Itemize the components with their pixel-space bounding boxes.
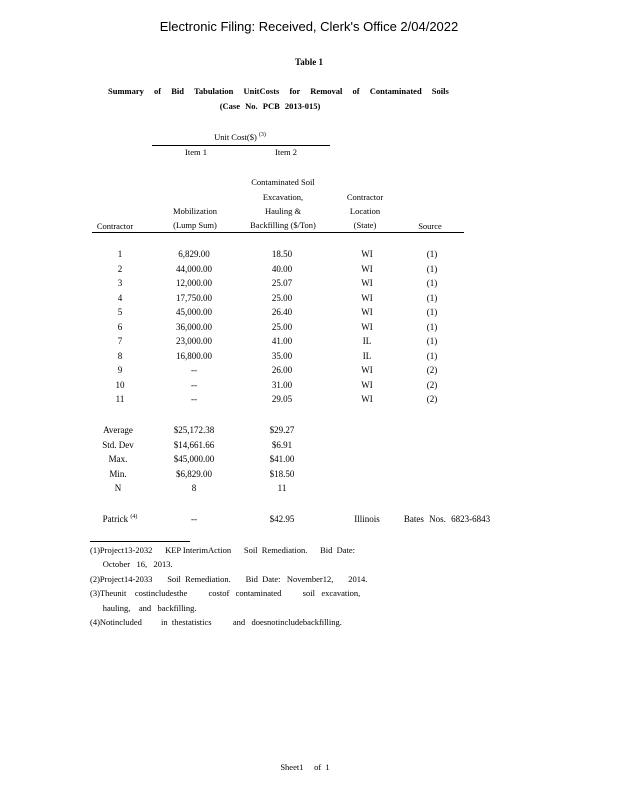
patrick-name: Patrick xyxy=(102,514,129,524)
mobilization-cell: -- xyxy=(191,365,197,375)
contractor-cell: 6 xyxy=(117,321,123,332)
unit-cost-cell: 18.50 xyxy=(271,249,293,259)
footnote-2: (2)Project14-2033 Soil Remediation. Bid Date: November12, 2014. xyxy=(90,574,368,584)
stat-unit-cost: $41.00 xyxy=(269,454,295,464)
mobilization-cell: 6,829.00 xyxy=(178,249,210,259)
footnote-3-cont: hauling, and backfilling. xyxy=(90,603,197,613)
state-cell: IL xyxy=(362,350,372,361)
col-location-line3: (State) xyxy=(353,220,377,230)
footnote-rule xyxy=(90,541,190,542)
case-number: (Case No. PCB 2013-015) xyxy=(219,101,321,111)
mobilization-cell: 23,000.00 xyxy=(176,336,212,346)
col-mobilization-line1: Mobilization xyxy=(173,206,217,216)
item2-label: Item 2 xyxy=(275,147,297,157)
stat-row xyxy=(0,469,618,482)
state-cell: WI xyxy=(361,307,373,317)
stat-label: Average xyxy=(103,425,133,435)
stat-row xyxy=(0,425,618,438)
state-cell: WI xyxy=(361,321,373,332)
mobilization-cell: 36,000.00 xyxy=(176,321,212,332)
patrick-label xyxy=(95,514,145,524)
stat-unit-cost: $18.50 xyxy=(269,468,295,479)
state-cell: WI xyxy=(361,278,373,288)
patrick-mobilization: -- xyxy=(191,514,197,524)
unit-cost-cell: 31.00 xyxy=(271,379,293,390)
contractor-cell: 5 xyxy=(117,307,123,317)
col-mobilization-line2: (Lump Sum) xyxy=(173,220,217,230)
state-cell: IL xyxy=(362,336,372,346)
source-cell: (2) xyxy=(426,379,438,390)
unit-cost-group-header xyxy=(150,132,330,142)
table-row xyxy=(0,380,618,393)
stat-row xyxy=(0,483,618,496)
table-row xyxy=(0,293,618,306)
col-soil-line1: Contaminated Soil xyxy=(251,177,315,187)
table-title: Summary of Bid Tabulation UnitCosts for Removal of Contaminated Soils xyxy=(108,86,449,96)
contractor-cell: 11 xyxy=(115,394,125,404)
item1-label: Item 1 xyxy=(185,147,207,157)
unit-cost-cell: 25.07 xyxy=(271,278,293,288)
state-cell: WI xyxy=(361,394,373,404)
footnote-1-cont: October 16, 2013. xyxy=(90,559,173,569)
mobilization-cell: 44,000.00 xyxy=(176,263,212,274)
col-location-line2: Location xyxy=(349,206,381,216)
patrick-state: Illinois xyxy=(354,514,380,524)
unit-cost-cell: 25.00 xyxy=(271,292,293,303)
stat-label: N xyxy=(114,483,122,493)
table-row xyxy=(0,394,618,407)
unit-cost-cell: 26.40 xyxy=(271,307,293,317)
table-number: Table 1 xyxy=(295,57,323,67)
stat-label: Min. xyxy=(109,468,127,479)
mobilization-cell: -- xyxy=(191,379,197,390)
source-cell: (2) xyxy=(426,394,438,404)
sheet-footer: Sheet1 of 1 xyxy=(280,762,330,772)
table-row xyxy=(0,365,618,378)
footnote-1: (1)Project13-2032 KEP InterimAction Soil Remediation. Bid Date: xyxy=(90,545,356,555)
contractor-cell: 7 xyxy=(117,336,123,346)
unit-cost-cell: 25.00 xyxy=(271,321,293,332)
contractor-cell: 2 xyxy=(117,263,123,274)
source-cell: (1) xyxy=(426,321,438,332)
state-cell: WI xyxy=(361,263,373,274)
state-cell: WI xyxy=(361,379,373,390)
source-cell: (1) xyxy=(426,249,438,259)
patrick-footnote-ref: (4) xyxy=(130,514,138,520)
col-contractor: Contractor xyxy=(96,221,134,231)
filing-stamp: Electronic Filing: Received, Clerk's Office 2/04/2022 xyxy=(159,19,459,34)
contractor-cell: 4 xyxy=(117,292,123,303)
stat-unit-cost: 11 xyxy=(277,483,287,493)
footnote-4: (4)Notincluded in thestatistics and doesnotincludebackfilling. xyxy=(90,617,342,627)
stat-mobilization: $14,661.66 xyxy=(173,439,215,450)
unit-cost-footnote-ref: (3) xyxy=(258,132,266,139)
stat-row xyxy=(0,454,618,467)
contractor-cell: 10 xyxy=(115,379,125,390)
stat-mobilization: $45,000.00 xyxy=(173,454,215,464)
contractor-cell: 1 xyxy=(117,249,123,259)
state-cell: WI xyxy=(361,365,373,375)
patrick-source: Bates Nos. 6823-6843 xyxy=(403,514,491,524)
table-row xyxy=(0,307,618,320)
unit-cost-label: Unit Cost($) xyxy=(214,132,257,142)
stat-mobilization: 8 xyxy=(191,483,197,493)
table-row xyxy=(0,264,618,277)
header-rule xyxy=(92,232,464,233)
unit-cost-cell: 41.00 xyxy=(271,336,293,346)
unit-cost-cell: 26.00 xyxy=(271,365,293,375)
state-cell: WI xyxy=(361,249,373,259)
source-cell: (1) xyxy=(426,350,438,361)
footnote-3: (3)Theunit costincludesthe costof contaminated soil excavation, xyxy=(90,588,361,598)
col-soil-line2: Excavation, xyxy=(262,192,304,202)
mobilization-cell: 16,800.00 xyxy=(176,350,212,361)
source-cell: (1) xyxy=(426,292,438,303)
stat-row xyxy=(0,440,618,453)
table-row xyxy=(0,336,618,349)
mobilization-cell: -- xyxy=(191,394,197,404)
col-location-line1: Contractor xyxy=(346,192,384,202)
contractor-cell: 3 xyxy=(117,278,123,288)
table-row xyxy=(0,278,618,291)
col-soil-line3: Hauling & xyxy=(264,206,302,216)
stat-mobilization: $6,829.00 xyxy=(176,468,212,479)
mobilization-cell: 45,000.00 xyxy=(176,307,212,317)
col-soil-line4: Backfilling ($/Ton) xyxy=(250,220,316,230)
stat-label: Std. Dev xyxy=(102,439,134,450)
source-cell: (2) xyxy=(426,365,438,375)
col-source: Source xyxy=(418,221,442,231)
source-cell: (1) xyxy=(426,336,438,346)
state-cell: WI xyxy=(361,292,373,303)
source-cell: (1) xyxy=(426,307,438,317)
table-row xyxy=(0,351,618,364)
stat-unit-cost: $6.91 xyxy=(271,439,293,450)
unit-cost-cell: 29.05 xyxy=(271,394,293,404)
table-row xyxy=(0,249,618,262)
unit-cost-cell: 35.00 xyxy=(271,350,293,361)
source-cell: (1) xyxy=(426,278,438,288)
contractor-cell: 9 xyxy=(117,365,123,375)
mobilization-cell: 12,000.00 xyxy=(176,278,212,288)
patrick-row xyxy=(0,514,618,527)
group-rule xyxy=(152,145,330,146)
contractor-cell: 8 xyxy=(117,350,123,361)
unit-cost-cell: 40.00 xyxy=(271,263,293,274)
patrick-unit-cost: $42.95 xyxy=(269,514,295,524)
stat-unit-cost: $29.27 xyxy=(269,425,295,435)
stat-mobilization: $25,172.38 xyxy=(173,425,215,435)
mobilization-cell: 17,750.00 xyxy=(176,292,212,303)
source-cell: (1) xyxy=(426,263,438,274)
table-row xyxy=(0,322,618,335)
stat-label: Max. xyxy=(108,454,128,464)
